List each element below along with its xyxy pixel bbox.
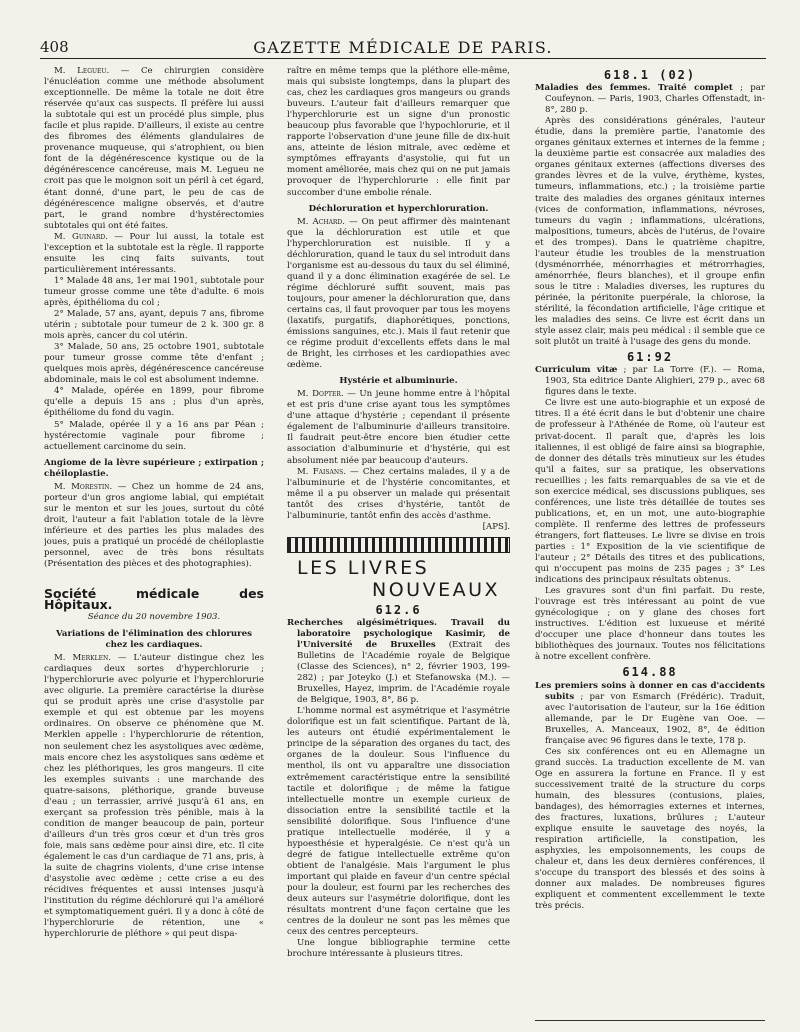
case-3: 3° Malade, 50 ans, 25 octobre 1901, subtotale pour tumeur grosse comme tête d'enfant ; quelques mois après, dégénérescence cancéreuse abdominale, mais le col est absolument indemne.: [44, 342, 264, 386]
paragraph: [44, 232, 264, 276]
case-5: 5° Malade, opérée il y a 16 ans par Péan ; hystérectomie vaginale pour fibrome ; actuellement carcinome du sein.: [44, 419, 264, 452]
paragraph-text: — Pour lui aussi, la totale est l'exception et la subtotale est la règle. Il rapporte ensuite les cinq faits suivants, tout particulièrement intéressants.: [44, 231, 264, 275]
book-bibliography: ; par von Esmarch (Frédéric). Traduit, avec l'autorisation de l'auteur, sur la 16e édition allemande, par le Dr Eugène van Ooe. — Bruxelles, A. Manceaux, 1902, 8°, 4e édition française avec 96 figures dans le texte, 178 p.: [545, 691, 765, 746]
paragraph: [287, 217, 510, 372]
angiome-heading: Angiome de la lèvre supérieure ; extirpation ; chéiloplastie.: [44, 457, 264, 479]
journal-title: GAZETTE MÉDICALE DE PARIS.: [253, 38, 553, 57]
paragraph: L'homme normal est asymétrique et l'asymétrie dolorifique est un fait scientifique. Partant de là, les auteurs ont étudié expérimentalement le principe de la séparation des organes du tact, des organes de la douleur. Sous l'influence du menthol, ils ont vu apparaître une dissociation extrêmement caractéristique entre la sensibilité tactile et dolorifique ; de même la fatigue intellectuelle montre un exemple curieux de dissociation entre la sensibilité tactile et la sensibilité dolorifique. Sous l'influence d'une pratique intellectuelle modérée, il y a hypoesthésie et hyperalgésie. Ce n'est qu'à un degré de fatigue intellectuelle extrême qu'on obtient de l'analgésie. Mais l'argument le plus important qui plaide en faveur d'un centre spécial pour la douleur, est fourni par les recherches des deux auteurs sur l'asymétrie dolorifique, dont les résultats montrent d'une façon certaine que les centres de la douleur ne sont pas les mêmes que ceux des centres percepteurs.: [287, 706, 510, 938]
book-title: Recherches algésimétriques. Travail du laboratoire psychologique Kasimir, de l'Université de Bruxelles: [287, 617, 510, 650]
case-2: 2° Malade, 57 ans, ayant, depuis 7 ans, fibrome utérin ; subtotale pour tumeur de 2 k. 300 gr. 8 mois après, cancer du col utérin.: [44, 309, 264, 342]
paragraph-text: — Chez un homme de 24 ans, porteur d'un gros angiome labial, qui empiétait sur le menton et sur les joues, surtout du côté droit, l'auteur a fait l'ablation totale de la lèvre inférieure et des parties les plus malades des joues, puis a pratiqué un procédé de chéiloplastie personnel, avec de très bons résultats (Présentation des pièces et des photographies).: [44, 481, 264, 569]
book-bibliography: (Extrait des Bulletins de l'Académie royale de Belgique (Classe des Sciences), n° 2, février 1903, 199-282) ; par Joteyko (J.) et Stefanowska (M.). — Bruxelles, Hayez, imprim. de l'Académie royale de Belgique, 1903, 8°, 86 p.: [297, 639, 510, 706]
paragraph: Une longue bibliographie termine cette brochure intéressante à plusieurs titres.: [287, 938, 510, 960]
book-entry: [535, 681, 765, 747]
paragraph: Les gravures sont d'un fini parfait. Du reste, l'ouvrage est très intéressant au point de vue gynécologique ; on y glane des choses fort instructives. L'édition est luxueuse et mérité d'occuper une place d'honneur dans toutes les bibliothèques des journaux. Toutes nos félicitations à notre excellent confrère.: [535, 586, 765, 663]
classification-number: 618.1 (02): [603, 68, 697, 82]
paragraph: Après des considérations générales, l'auteur étudie, dans la première partie, l'anatomie des organes génitaux externes et internes de la femme ; la deuxième partie est consacrée aux maladies des organes génitaux externes (affections diverses des grandes lèvres et de la vulve, érythème, kystes, tumeurs, inflammations, etc.) ; la troisième partie traite des maladies des organes génitaux internes (vices de conformation, inflammations, névroses, tumeurs du vagin ; inflammations, ulcérations, malpositions, tumeurs, abcès de l'utérus, de l'ovaire et des trompes). Dans le quatrième chapitre, l'auteur étudie les troubles de la menstruation (dysménorrhée, ménorrhagies et métrorrhagies, aménorrhée, fleurs blanches), et il groupe enfin sous le titre : Maladies diverses, les ruptures du périnée, la péritonite puerpérale, la chlorose, la stérilité, la fécondation artificielle, l'âge critique et les maladies des seins. Ce livre est écrit dans un style assez clair, mais peu médical : il semble que ce soit plutôt un traité à l'usage des gens du monde.: [535, 116, 765, 348]
paragraph-text: — Un jeune homme entre à l'hôpital et est pris d'une crise ayant tous les symptômes d'une attaque d'hystérie ; cependant il présente également de l'albuminurie d'ailleurs transitoire. Il faudrait peut-être encore bien étudier cette association d'albuminurie et d'hystérie, qui est absolument niée par beaucoup d'auteurs.: [287, 389, 510, 466]
paragraph-text: — Ce chirurgien considère l'énucléation comme une méthode absolument exceptionnelle. De même la totale ne doit être réservée qu'aux cas suspects. Il préfère lui aussi la subtotale qui est un procédé plus simple, plus facile et plus rapide. D'ailleurs, il existe au centre des fibromes des éléments glandulaires de provenance muqueuse, qui s'atrophient, ou bien font de la dégénérescence kystique ou de la dégénérescence cancéreuse, mais M. Legueu ne croit pas que le moignon soit un péril à cet égard, étant donné, d'une part, le peu de cas de dégénérescence maligne observés, et d'autre part, le grand nombre d'hystérectomies subtotales qui ont été faites.: [44, 66, 264, 231]
paragraph: Ce livre est une auto-biographie et un exposé de titres. Il a été écrit dans le but d'obtenir une chaire de professeur à l'Athénée de Rome, où l'auteur est privat-docent. Il paraît que, d'après les lois italiennes, il est obligé de faire ainsi sa biographie, de donner des détails très minutieux sur les études qu'il a faites, sur sa pratique, les observations recueillies ; les faits remarquables de sa vie et de son exercice médical, ses discussions publiques, ses conférences, une liste très détaillée de toutes ses publications, et, en un mot, une auto-biographie complète. Il renferme des lettres de professeurs étrangers, fort flatteuses. Le livre se divise en trois parties : 1° Exposition de la vie scientifique de l'auteur ; 2° Détails des titres et des publications, qui n'occupent pas moins de 235 pages ; 3° Les indications des principaux résultats obtenus.: [535, 398, 765, 586]
book-entry: [287, 618, 510, 706]
page-number: 408: [40, 38, 69, 56]
paragraph-text: — On peut affirmer dès maintenant que la déchloruration est utile et que l'hyperchloruration est nuisible. Il y a déchloruration, quand le taux du sel introduit dans l'organisme est au-dessous du taux du sel éliminé, quand il y a donc élimination exagérée de sel. Le régime déchloruré suffit souvent, mais pas toujours, pour amener la déchloruration que, dans certains cas, il faut provoquer par tous les moyens (laxatifs, purgatifs, diaphorétiques, ponctions, émissions sanguines, etc.). Mais il faut retenir que ce régime produit d'excellents effets dans le mal de Bright, les cirrhoses et les cardiopathies avec œdème.: [287, 216, 510, 371]
case-1: 1° Malade 48 ans, 1er mai 1901, subtotale pour tumeur grosse comme une tête d'adulte. 6 mois après, épithélioma du col ;: [44, 275, 264, 308]
column-2: [287, 66, 510, 1020]
bottom-rule: [535, 1020, 765, 1021]
hysterie-heading: Hystérie et albuminurie.: [339, 376, 458, 387]
speaker-name: M. Legueu.: [54, 66, 110, 76]
classification-number: 612.6: [375, 602, 422, 617]
case-4: 4° Malade, opérée en 1899, pour fibrome qu'elle a depuis 15 ans ; plus d'un après, épithéliome du fond du vagin.: [44, 386, 264, 419]
book-title: Maladies des femmes. Traité complet: [535, 83, 733, 94]
paragraph: [44, 66, 264, 232]
dechloruration-heading: Déchloruration et hyperchloruration.: [308, 203, 489, 214]
classification-number: 61:92: [626, 350, 674, 365]
book-bibliography: ; par La Torre (F.). — Roma, 1903, Sta editrice Dante Alighieri, 279 p., avec 68 figures dans le texte.: [545, 365, 765, 398]
paragraph: [44, 482, 264, 570]
paragraph: [287, 467, 510, 522]
society-title: Société médicale des Hôpitaux.: [44, 586, 264, 613]
speaker-name: M. Merklen.: [54, 653, 112, 664]
society-date: Séance du 20 novembre 1903.: [87, 612, 221, 623]
column-3: [535, 66, 765, 1020]
book-bibliography: ; par Coufeynon. — Paris, 1903, Charles Offenstadt, in-8°, 280 p.: [545, 83, 765, 116]
book-title: Les premiers soins à donner en cas d'accidents subits: [535, 680, 765, 702]
section-title-line-1: LES LIVRES: [297, 556, 430, 579]
speaker-name: M. Morestin.: [54, 481, 113, 492]
classification-number: 614.88: [622, 665, 678, 680]
column-1: [44, 66, 264, 1020]
paragraph-text: — Chez certains malades, il y a de l'albuminurie et de l'hystérie concomitantes, et même il a pu observer un malade qui présentait tantôt des crises d'hystérie, tantôt de l'albuminurie, tantôt enfin des accès d'asthme.: [287, 466, 510, 521]
paragraph: [44, 653, 264, 940]
source-tag: [APS].: [482, 521, 510, 532]
book-entry: [535, 83, 765, 116]
speaker-name: M. Guinard.: [54, 231, 108, 242]
ornamental-border: [287, 537, 510, 553]
variations-heading: Variations de l'élimination des chlorures chez les cardiaques.: [56, 629, 252, 651]
paragraph: [287, 389, 510, 466]
book-title: Curriculum vitæ: [535, 365, 618, 376]
section-title-line-2: NOUVEAUX: [372, 578, 500, 601]
running-header: [40, 36, 766, 59]
book-entry: [535, 365, 765, 398]
speaker-name: M. Achard.: [297, 216, 345, 227]
paragraph-text: — L'auteur distingue chez les cardiaques deux sortes d'hyperchlorurie ; l'hyperchlorurie avec polyurie et l'hyperchlorurie avec oligurie. La première caractérise la diurèse qui se produit après une crise d'asystolie par exemple et qui est obtenue par les moyens ordinaires. On observe ce phénomène que M. Merklen appelle : l'hyperchlorurie de rétention, non seulement chez les asystoliques avec œdème, mais encore chez les asystoliques sans œdème et chez les pléthoriques, les gros mangeurs. Il cite les exemples suivants : une marchande des quatre-saisons, pléthorique, grande buveuse d'eau ; un terrassier, arrivé jusqu'à 61 ans, en exerçant sa profession très pénible, mais à la condition de manger beaucoup de pain, porteur d'ailleurs d'un très gros cœur et d'un très gros foie, mais sans œdème pour ainsi dire, etc. Il cite également le cas d'un cardiaque de 71 ans, pris, à la suite de chagrins violents, d'une crise intense d'asystolie avec œdème ; cette crise a eu des récidives fréquentes et aussi intenses jusqu'à l'institution du régime déchloruré qui l'a amélioré et symptomatiquement guéri. Il y a donc à côté de l'hyperchlorurie de rétention, une « hyperchlorurie de pléthore » qui peut dispa-: [44, 653, 264, 940]
speaker-name: M. Faisans.: [297, 466, 346, 477]
paragraph: raître en même temps que la pléthore elle-même, mais qui subsiste longtemps, dans la plupart des cas, chez les cardiaques gros mangeurs ou grands buveurs. L'auteur fait d'ailleurs remarquer que l'hyperchlorurie est un signe d'un pronostic beaucoup plus favorable que l'hypochlorurie, et il rapporte l'observation d'une jeune fille de dix-huit ans, atteinte de lésion mitrale, avec œdème et symptômes effrayants d'asystolie, qui fut un moment améliorée, mais chez qui on ne put jamais provoquer de l'hyperchlorurie : elle finit par succomber d'une embolie rénale.: [287, 66, 510, 198]
paragraph: Ces six conférences ont eu en Allemagne un grand succès. La traduction excellente de M. van Oge en assurera la fortune en France. Il y est successivement traité de la structure du corps humain, des blessures (contusions, plaies, bandages), des hémorragies externes et internes, des fractures, luxations, brûlures ; L'auteur explique ensuite le sauvetage des noyés, la respiration artificielle, la constipation, les asphyxies, les empoisonnements, les coups de chaleur et, dans les deux dernières conférences, il s'occupe du transport des blessés et des soins à donner aux malades. De nombreuses figures expliquent et commentent excellemment le texte très précis.: [535, 746, 765, 912]
speaker-name: M. Dopter.: [297, 389, 344, 400]
